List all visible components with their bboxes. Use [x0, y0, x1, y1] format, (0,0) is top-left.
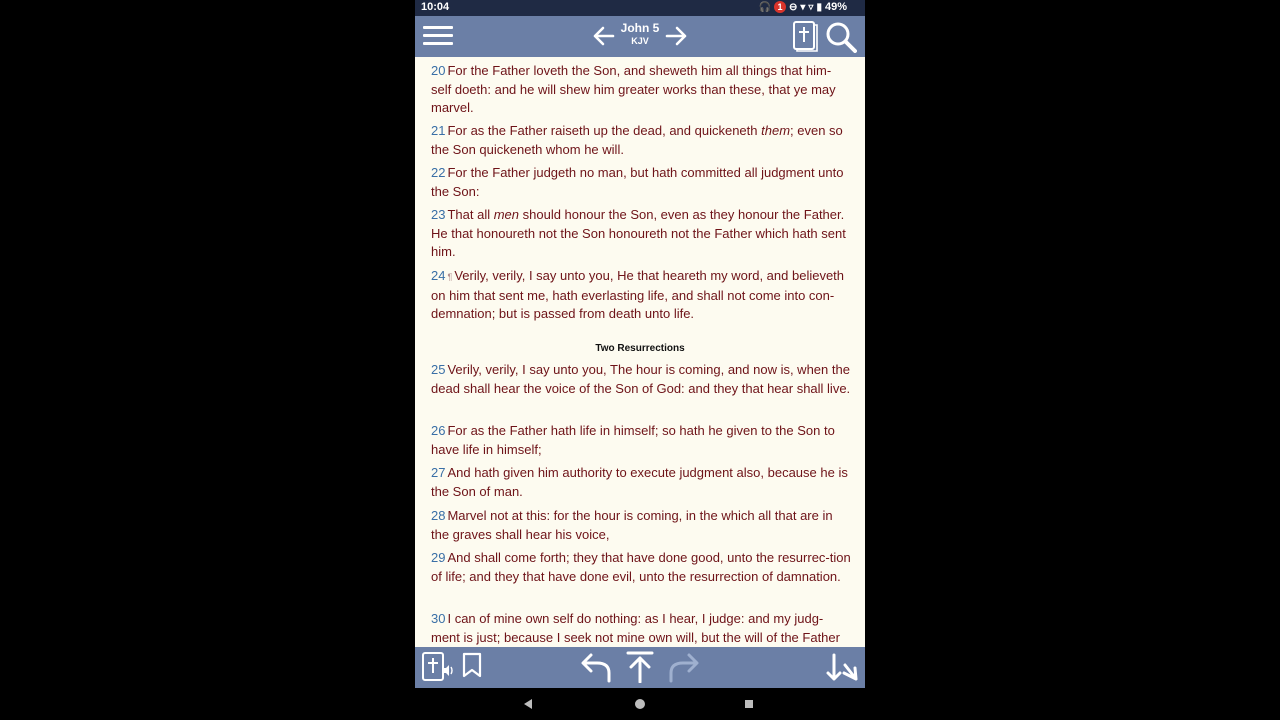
verse-number[interactable]: 23	[431, 207, 446, 222]
verse-number[interactable]: 26	[431, 423, 446, 438]
arrow-right-icon[interactable]	[665, 21, 689, 51]
undo-icon[interactable]	[579, 651, 613, 683]
verse-number[interactable]: 29	[431, 550, 446, 565]
chapter-title: John 5	[620, 21, 660, 35]
verse	[431, 549, 851, 586]
verse-text: For as the Father raiseth up the dead, and quickeneth	[447, 123, 762, 138]
device-screen	[415, 0, 865, 720]
section-heading: Two Resurrections	[595, 343, 685, 354]
headphones-icon: 🎧	[758, 1, 771, 13]
verse-text: And hath given him authority to execute judgment also, because he is the Son of man.	[431, 465, 848, 499]
verse	[431, 361, 851, 398]
bible-icon[interactable]	[791, 20, 819, 52]
verse-number[interactable]: 30	[431, 611, 446, 626]
scroll-top-icon[interactable]	[625, 651, 655, 683]
verse-text: Marvel not at this: for the hour is coming, in the which all that are in the graves shall hear his voice,	[431, 508, 833, 542]
verse	[431, 122, 851, 159]
system-nav-bar	[415, 688, 865, 720]
status-time: 10:04	[421, 1, 450, 13]
verse-number[interactable]: 28	[431, 508, 446, 523]
verse	[431, 164, 851, 201]
verse-number[interactable]: 25	[431, 362, 446, 377]
bookmark-icon[interactable]	[461, 651, 483, 683]
battery-icon: ▮	[816, 1, 822, 13]
verse-text: I can of mine own self do nothing: as I hear, I judge: and my judg-ment is just; because I seek not mine own will, but the will of the Father	[431, 611, 840, 645]
status-icons	[759, 1, 847, 13]
verse-number[interactable]: 22	[431, 165, 446, 180]
verse	[431, 206, 851, 262]
passage-view[interactable]	[415, 57, 865, 647]
verse-text: For as the Father hath life in himself; so hath he given to the Son to have life in himself;	[431, 423, 835, 457]
verse-italic-word: them	[761, 123, 791, 138]
verse-italic-word: men	[493, 207, 520, 222]
verse-text: Verily, verily, I say unto you, The hour is coming, and now is, when the dead shall hear the voice of the Son of God: and they that hear shall live.	[431, 362, 851, 396]
notification-badge: 1	[774, 1, 786, 13]
verse	[431, 62, 851, 118]
paragraph-mark: ¶	[447, 272, 453, 282]
battery-percent: 49%	[824, 1, 847, 13]
verse-text: And shall come forth; they that have done good, unto the resurrec-tion of life; and they that have done evil, unto the resurrection of damnation.	[431, 550, 851, 584]
wifi-icon: ▿	[808, 1, 814, 13]
signal-icon: ▾	[800, 1, 806, 13]
verse	[431, 610, 851, 647]
verse-text: For the Father loveth the Son, and sheweth him all things that him-self doeth: and he will shew him greater works than these, that ye may marvel.	[431, 63, 836, 115]
verse	[431, 464, 851, 501]
top-toolbar	[415, 16, 865, 57]
verse-text: should honour the Son, even as they honour the Father. He that honoureth not the Son honoureth not the Father which hath sent him.	[431, 207, 846, 259]
nav-back-icon[interactable]	[524, 699, 532, 709]
nav-home-icon[interactable]	[635, 699, 645, 709]
verse	[431, 422, 851, 459]
menu-icon[interactable]	[421, 22, 455, 50]
verse-text: Verily, verily, I say unto you, He that heareth my word, and believeth on him that sent me, hath everlasting life, and shall not come into con-demnation; but is passed from death unto life.	[431, 268, 845, 321]
status-bar	[415, 0, 865, 16]
verse-number[interactable]: 21	[431, 123, 446, 138]
arrow-left-icon[interactable]	[591, 21, 615, 51]
verse-number[interactable]: 20	[431, 63, 446, 78]
verse-text: That all	[447, 207, 494, 222]
reference-selector[interactable]	[615, 21, 665, 47]
dnd-icon: ⊖	[789, 1, 798, 13]
verse-text: For the Father judgeth no man, but hath committed all judgment unto the Son:	[431, 165, 844, 199]
verse-number[interactable]: 27	[431, 465, 446, 480]
search-icon[interactable]	[825, 21, 857, 53]
bible-audio-icon[interactable]	[421, 651, 455, 683]
nav-recents-icon[interactable]	[745, 700, 753, 708]
verse	[431, 507, 851, 544]
verse-number[interactable]: 24	[431, 268, 446, 283]
bible-version: KJV	[631, 36, 649, 46]
bottom-toolbar	[415, 647, 865, 688]
sort-down-icon[interactable]	[825, 651, 859, 683]
redo-icon[interactable]	[667, 651, 701, 683]
verse-text: ; even so the Son quickeneth whom he will.	[431, 123, 843, 157]
verse	[431, 267, 851, 324]
